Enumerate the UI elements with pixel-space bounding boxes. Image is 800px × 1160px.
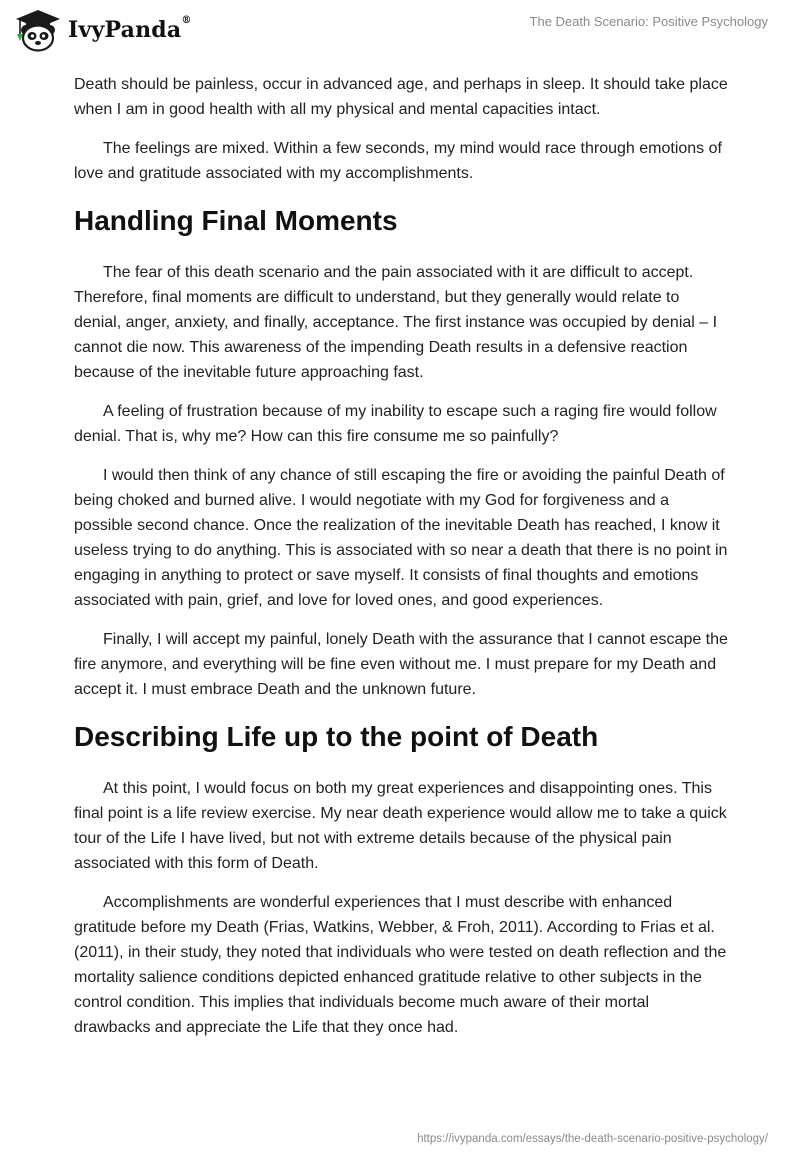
paragraph: At this point, I would focus on both my great experiences and disappointing ones. This final point is a life review exercise. My near death experience would allow me to take a quick tour of the Life I have lived, but not with extreme details because of the physical pain associated with this form of Death. xyxy=(74,780,727,872)
paragraph: Death should be painless, occur in advanced age, and perhaps in sleep. It should take place when I am in good health with all my physical and mental capacities intact. xyxy=(74,76,728,118)
page-header xyxy=(0,0,800,60)
source-url[interactable]: https://ivypanda.com/essays/the-death-scenario-positive-psychology/ xyxy=(417,1133,768,1145)
brand-logo[interactable] xyxy=(14,8,192,52)
paragraph: Accomplishments are wonderful experiences that I must describe with enhanced gratitude before my Death (Frias, Watkins, Webber, & Froh, 2011). According to Frias et al. (2011), in their study, they noted that individuals who were tested on death reflection and the mortality salience conditions depicted enhanced gratitude relative to other subjects in the control condition. This implies that individuals become much aware of their mortal drawbacks and appreciate the Life that they once had. xyxy=(74,894,727,1036)
paragraph: The feelings are mixed. Within a few seconds, my mind would race through emotions of love and gratitude associated with my accomplishments. xyxy=(74,140,722,182)
paragraph: Finally, I will accept my painful, lonely Death with the assurance that I cannot escape the fire anymore, and everything will be fine even without me. I must prepare for my Death and accept it. I must embrace Death and the unknown future. xyxy=(74,631,728,698)
paragraph: A feeling of frustration because of my inability to escape such a raging fire would follow denial. That is, why me? How can this fire consume me so painfully? xyxy=(74,403,717,445)
brand-name: IvyPanda® xyxy=(68,15,192,43)
section-heading: Describing Life up to the point of Death xyxy=(74,721,599,752)
panda-graduate-icon xyxy=(14,8,62,52)
essay-body xyxy=(74,72,728,1054)
paragraph: The fear of this death scenario and the pain associated with it are difficult to accept. Therefore, final moments are difficult to understand, but they generally would relate to denial, anger, anxiety, and finally, acceptance. The first instance was occupied by denial – I cannot die now. This awareness of the impending Death results in a defensive reaction because of the inevitable future approaching fast. xyxy=(74,264,718,381)
document-title: The Death Scenario: Positive Psychology xyxy=(529,14,768,29)
section-heading: Handling Final Moments xyxy=(74,205,398,236)
paragraph: I would then think of any chance of still escaping the fire or avoiding the painful Death of being choked and burned alive. I would negotiate with my God for forgiveness and a possible second chance. Once the realization of the inevitable Death has reached, I know it useless trying to do anything. This is associated with so near a death that there is no point in engaging in anything to protect or save myself. It consists of final thoughts and emotions associated with pain, grief, and love for loved ones, and good experiences. xyxy=(74,467,728,609)
